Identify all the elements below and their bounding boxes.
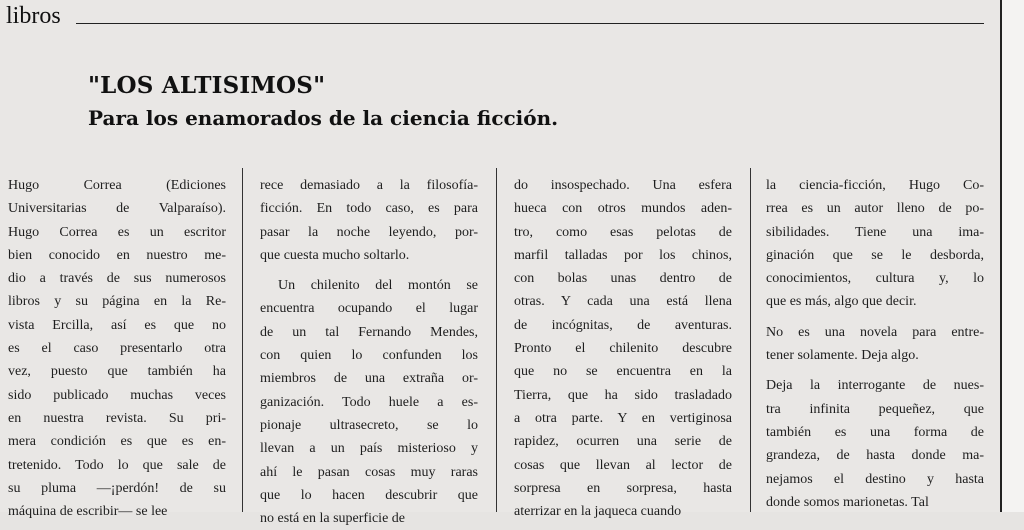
text-line: marfil talladas por los chinos,	[514, 247, 732, 263]
text-line: aterrizar en la jaqueca cuando	[514, 504, 682, 520]
text-line: grandeza, de hasta donde ma-	[766, 448, 984, 464]
text-line: que lo hacen descubrir que	[260, 487, 478, 503]
text-line: a otra parte. Y en vertiginosa	[514, 410, 732, 426]
text-line: cosas que llevan al lector de	[514, 457, 732, 473]
text-line: miembros de una extraña or-	[260, 371, 478, 387]
text-line: Deja la interrogante de nues-	[766, 378, 984, 394]
text-line: tretenido. Todo lo que sale de	[8, 457, 226, 473]
text-line: con bolas unas dentro de	[514, 271, 732, 287]
text-line: la ciencia-ficción, Hugo Co-	[766, 178, 984, 193]
text-line: otras. Y cada una está llena	[514, 294, 732, 310]
text-line: vista Ercilla, así es que no	[8, 317, 226, 333]
page-edge	[1000, 0, 1024, 512]
text-line: donde somos marionetas. Tal	[766, 494, 929, 510]
text-column-2	[260, 174, 478, 530]
text-line: su pluma —¡perdón! de su	[8, 480, 226, 496]
text-line: hueca con otros mundos aden-	[514, 201, 732, 217]
text-line: Pronto el chilenito descubre	[514, 341, 732, 357]
text-line: sorpresa en sorpresa, hasta	[514, 480, 732, 496]
text-line: pionaje ultrasecreto, se lo	[260, 417, 478, 433]
article-title: "LOS ALTISIMOS"	[88, 72, 326, 99]
text-line: máquina de escribir— se lee	[8, 504, 168, 520]
text-line: ganización. Todo huele a es-	[260, 394, 478, 410]
text-column-4	[766, 174, 984, 514]
text-line: llevan a un país misterioso y	[260, 441, 478, 457]
text-line: bien conocido en nuestro me-	[8, 247, 226, 263]
column-divider	[750, 168, 751, 512]
text-line: rece demasiado a la filosofía-	[260, 178, 478, 193]
text-line: de incógnitas, de aventuras.	[514, 317, 732, 333]
text-line: en nuestra revista. Su pri-	[8, 410, 226, 426]
text-line: tener solamente. Deja algo.	[766, 348, 919, 364]
text-line: tra infinita pequeñez, que	[766, 401, 984, 417]
text-line: ahí le pasan cosas muy raras	[260, 464, 478, 480]
text-line: pasar la noche leyendo, por-	[260, 224, 478, 240]
text-line: sibilidades. Tiene una ima-	[766, 224, 984, 240]
text-line: Universitarias de Valparaíso).	[8, 201, 226, 217]
section-label: libros	[6, 3, 61, 29]
text-line: no está en la superficie de	[260, 511, 405, 527]
text-line: mera condición es que es en-	[8, 434, 226, 450]
text-line: Hugo Correa (Ediciones	[8, 178, 226, 193]
text-column-3	[514, 174, 732, 523]
text-line: No es una novela para entre-	[766, 324, 984, 340]
text-line: sido publicado muchas veces	[8, 387, 226, 403]
text-line: libros y su página en la Re-	[8, 294, 226, 310]
section-rule	[76, 23, 984, 24]
text-line: dio a través de sus numerosos	[8, 271, 226, 287]
column-divider	[496, 168, 497, 512]
paragraph-gap	[260, 267, 478, 274]
text-line: ficción. En todo caso, es para	[260, 201, 478, 217]
text-line: conocimientos, cultura y, lo	[766, 271, 984, 287]
text-line: encuentra ocupando el lugar	[260, 301, 478, 317]
text-line: tro, como esas pelotas de	[514, 224, 732, 240]
text-line: vez, puesto que también ha	[8, 364, 226, 380]
text-line: rapidez, ocurren una serie de	[514, 434, 732, 450]
paragraph-gap	[766, 367, 984, 374]
text-line: que cuesta mucho soltarlo.	[260, 247, 410, 263]
text-line: Un chilenito del montón se	[278, 278, 478, 294]
text-line: Tierra, que ha sido trasladado	[514, 387, 732, 403]
text-line: que es más, algo que decir.	[766, 294, 917, 310]
text-line: es el caso presentarlo otra	[8, 341, 226, 357]
text-line: Hugo Correa es un escritor	[8, 224, 226, 240]
text-column-1	[8, 174, 226, 523]
column-divider	[242, 168, 243, 512]
text-line: con quien lo confunden los	[260, 348, 478, 364]
text-line: también es una forma de	[766, 424, 984, 440]
text-line: que no se encuentra en la	[514, 364, 732, 380]
text-line: rrea es un autor lleno de po-	[766, 201, 984, 217]
text-line: de un tal Fernando Mendes,	[260, 324, 478, 340]
text-line: ginación que se le desborda,	[766, 247, 984, 263]
text-line: nejamos el destino y hasta	[766, 471, 984, 487]
article-subtitle: Para los enamorados de la ciencia ficción.	[88, 106, 559, 130]
text-line: do insospechado. Una esfera	[514, 178, 732, 193]
paragraph-gap	[766, 314, 984, 321]
